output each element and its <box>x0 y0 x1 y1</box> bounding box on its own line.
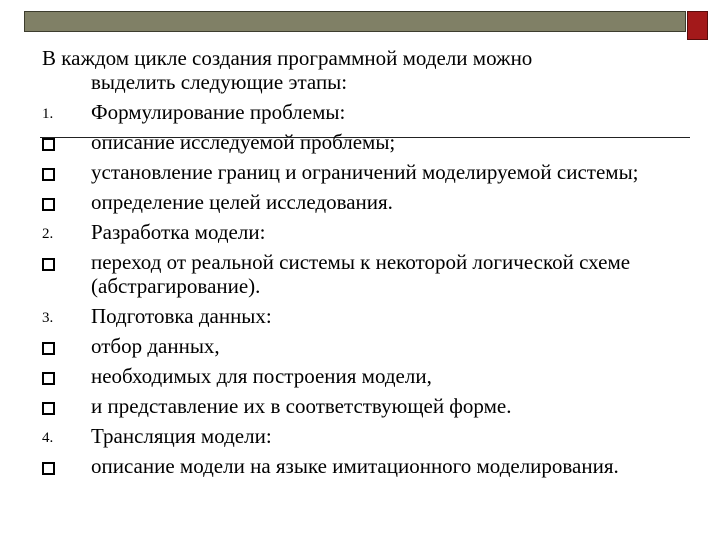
intro-paragraph <box>42 46 702 94</box>
list-item <box>42 100 702 124</box>
list-item-text: Трансляция модели: <box>91 424 272 448</box>
list-item <box>42 394 702 418</box>
list-item <box>42 250 702 298</box>
list-item-text: определение целей исследования. <box>91 190 393 214</box>
square-bullet-icon <box>42 372 55 385</box>
list-number: 1. <box>42 106 54 122</box>
list-item <box>42 304 702 328</box>
list-number: 4. <box>42 430 54 446</box>
title-bar <box>24 11 686 32</box>
list-item <box>42 160 702 184</box>
list-item-text: переход от реальной системы к некоторой логической схеме (абстрагирование). <box>91 250 631 298</box>
square-bullet-icon <box>42 138 55 151</box>
list-item <box>42 454 702 478</box>
intro-line-1: В каждом цикле создания программной модели можно <box>42 46 533 70</box>
list-item-text: описание исследуемой проблемы; <box>91 130 396 154</box>
list-item-text: установление границ и ограничений моделируемой системы; <box>91 160 639 184</box>
intro-line-2: выделить следующие этапы: <box>91 70 348 94</box>
list-item <box>42 220 702 244</box>
list-item-text: описание модели на языке имитационного моделирования. <box>91 454 619 478</box>
square-bullet-icon <box>42 342 55 355</box>
square-bullet-icon <box>42 258 55 271</box>
list-item-text: Формулирование проблемы: <box>91 100 346 124</box>
list-item-text: отбор данных, <box>91 334 220 358</box>
corner-accent-box <box>687 11 708 40</box>
slide-body <box>42 46 702 478</box>
square-bullet-icon <box>42 198 55 211</box>
list-item <box>42 424 702 448</box>
square-bullet-icon <box>42 168 55 181</box>
list-number: 2. <box>42 226 54 242</box>
list-item-text: Разработка модели: <box>91 220 266 244</box>
list-item <box>42 364 702 388</box>
square-bullet-icon <box>42 402 55 415</box>
list-item-text: Подготовка данных: <box>91 304 272 328</box>
list-number: 3. <box>42 310 54 326</box>
list-item-text: необходимых для построения модели, <box>91 364 432 388</box>
list-item <box>42 190 702 214</box>
square-bullet-icon <box>42 462 55 475</box>
list-item-text: и представление их в соответствующей форме. <box>91 394 512 418</box>
list-item <box>42 334 702 358</box>
list-item <box>42 130 702 154</box>
